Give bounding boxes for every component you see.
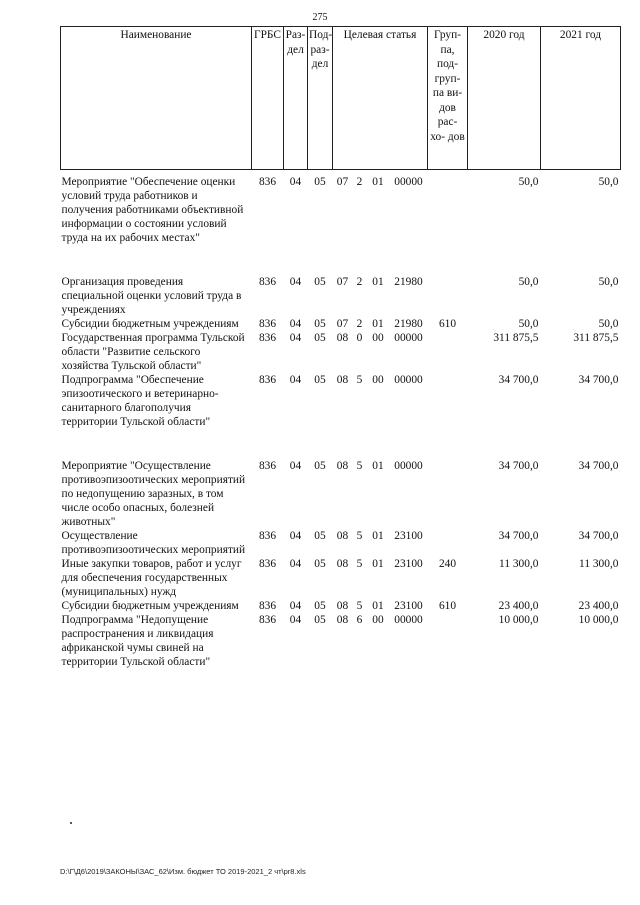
row-target-program: 08 xyxy=(336,614,349,626)
budget-table xyxy=(60,26,621,669)
row-amount-2021: 23 400,0 xyxy=(578,600,619,612)
row-target-subprogram: 0 xyxy=(356,332,363,344)
row-target-event: 01 xyxy=(372,460,384,472)
row-expense-group xyxy=(428,459,468,529)
row-target-program: 08 xyxy=(336,374,349,386)
row-target-direction: 00000 xyxy=(394,176,423,188)
row-target-subprogram: 2 xyxy=(356,276,363,288)
header-podrazdel: Под- раз- дел xyxy=(308,27,333,170)
row-target-program: 07 xyxy=(336,176,349,188)
row-expense-group: 610 xyxy=(438,600,457,612)
row-amount-2020: 10 000,0 xyxy=(498,614,539,626)
file-path-footer: D:\Г\Д6\2019\ЗАКОНЫ\ЗАС_62\Изм. бюджет ТО 2019-2021_2 чт\pr8.xls xyxy=(60,867,306,876)
row-grbs: 836 xyxy=(258,332,277,344)
table-row xyxy=(61,599,621,613)
row-razdel: 04 xyxy=(289,558,302,570)
row-name: Мероприятие "Осуществление противоэпизоотических мероприятий по недопущению заразных, в том числе особо опасных, болезней животных" xyxy=(61,460,246,528)
row-target-program: 08 xyxy=(336,530,349,542)
row-amount-2020: 34 700,0 xyxy=(498,530,539,542)
row-name: Подпрограмма "Обеспечение эпизоотического и ветеринарно-санитарного благополучия территории Тульской области" xyxy=(61,374,219,428)
row-podrazdel: 05 xyxy=(314,460,326,472)
row-amount-2020: 50,0 xyxy=(518,318,539,330)
row-grbs: 836 xyxy=(258,318,277,330)
row-amount-2020: 311 875,5 xyxy=(493,332,539,344)
row-expense-group xyxy=(428,331,468,373)
row-target-subprogram: 5 xyxy=(356,530,363,542)
row-target-direction: 00000 xyxy=(394,332,423,344)
row-amount-2020: 50,0 xyxy=(518,276,539,288)
row-target-event: 01 xyxy=(372,176,384,188)
table-row xyxy=(61,613,621,669)
row-expense-group: 240 xyxy=(438,558,457,570)
row-amount-2021: 50,0 xyxy=(598,318,619,330)
row-name: Субсидии бюджетным учреждениям xyxy=(61,600,239,612)
header-name: Наименование xyxy=(61,27,252,170)
page-number: 275 xyxy=(312,12,328,23)
row-name: Государственная программа Тульской области "Развитие сельского хозяйства Тульской области" xyxy=(61,332,245,372)
row-amount-2021: 34 700,0 xyxy=(578,460,619,472)
row-expense-group: 610 xyxy=(438,318,457,330)
row-target-event: 01 xyxy=(372,318,384,330)
row-target-event: 00 xyxy=(372,374,384,386)
row-target-direction: 00000 xyxy=(394,614,423,626)
row-name: Осуществление противоэпизоотических мероприятий xyxy=(61,530,246,556)
row-target-subprogram: 5 xyxy=(356,558,363,570)
row-target-subprogram: 5 xyxy=(356,374,363,386)
row-amount-2020: 34 700,0 xyxy=(498,460,539,472)
row-name: Иные закупки товаров, работ и услуг для обеспечения государственных (муниципальных) нужд xyxy=(61,558,242,598)
row-podrazdel: 05 xyxy=(314,332,326,344)
table-row xyxy=(61,557,621,599)
header-target-article: Целевая статья xyxy=(333,27,428,170)
table-header-row xyxy=(61,27,621,170)
row-grbs: 836 xyxy=(258,614,277,626)
row-name: Организация проведения специальной оценки условий труда в учреждениях xyxy=(61,276,242,316)
row-target-program: 08 xyxy=(336,558,349,570)
row-target-subprogram: 2 xyxy=(356,176,363,188)
row-razdel: 04 xyxy=(289,614,302,626)
row-grbs: 836 xyxy=(258,374,277,386)
header-year-2021: 2021 год xyxy=(541,27,621,170)
row-expense-group xyxy=(428,613,468,669)
row-amount-2021: 50,0 xyxy=(598,176,619,188)
row-target-subprogram: 5 xyxy=(356,460,363,472)
row-razdel: 04 xyxy=(289,600,302,612)
row-amount-2021: 11 300,0 xyxy=(579,558,619,570)
row-target-subprogram: 5 xyxy=(356,600,363,612)
row-podrazdel: 05 xyxy=(314,176,326,188)
row-podrazdel: 05 xyxy=(314,600,326,612)
table-row xyxy=(61,317,621,331)
row-podrazdel: 05 xyxy=(314,558,326,570)
table-row xyxy=(61,170,621,276)
row-grbs: 836 xyxy=(258,530,277,542)
row-target-direction: 21980 xyxy=(394,318,423,330)
row-target-program: 08 xyxy=(336,332,349,344)
row-target-direction: 23100 xyxy=(394,558,423,570)
row-target-program: 07 xyxy=(336,318,349,330)
row-target-event: 01 xyxy=(372,530,384,542)
row-target-event: 01 xyxy=(372,558,384,570)
row-podrazdel: 05 xyxy=(314,530,326,542)
row-target-direction: 21980 xyxy=(394,276,423,288)
row-target-direction: 23100 xyxy=(394,530,423,542)
row-expense-group xyxy=(428,373,468,459)
row-razdel: 04 xyxy=(289,318,302,330)
row-target-subprogram: 6 xyxy=(356,614,363,626)
table-row xyxy=(61,331,621,373)
row-expense-group xyxy=(428,529,468,557)
row-expense-group xyxy=(428,275,468,317)
row-name: Мероприятие "Обеспечение оценки условий труда работников и получения работниками объективной информации о состоянии условий труда на их рабочих местах" xyxy=(61,176,244,244)
row-grbs: 836 xyxy=(258,600,277,612)
row-name: Субсидии бюджетным учреждениям xyxy=(61,318,239,330)
header-grbs: ГРБС xyxy=(252,27,284,170)
row-podrazdel: 05 xyxy=(314,318,326,330)
row-razdel: 04 xyxy=(289,332,302,344)
row-amount-2020: 50,0 xyxy=(518,176,539,188)
row-razdel: 04 xyxy=(289,530,302,542)
header-year-2020: 2020 год xyxy=(468,27,541,170)
row-amount-2021: 34 700,0 xyxy=(578,374,619,386)
row-razdel: 04 xyxy=(289,276,302,288)
row-amount-2021: 311 875,5 xyxy=(573,332,619,344)
row-podrazdel: 05 xyxy=(314,374,326,386)
row-razdel: 04 xyxy=(289,460,302,472)
row-amount-2021: 10 000,0 xyxy=(578,614,619,626)
row-razdel: 04 xyxy=(289,374,302,386)
row-grbs: 836 xyxy=(258,558,277,570)
scan-mark xyxy=(70,822,72,824)
table-row xyxy=(61,373,621,459)
row-grbs: 836 xyxy=(258,276,277,288)
table-body xyxy=(61,170,621,670)
header-razdel: Раз- дел xyxy=(284,27,308,170)
row-amount-2020: 34 700,0 xyxy=(498,374,539,386)
row-amount-2021: 34 700,0 xyxy=(578,530,619,542)
row-target-direction: 00000 xyxy=(394,460,423,472)
table-row xyxy=(61,529,621,557)
row-podrazdel: 05 xyxy=(314,276,326,288)
row-target-event: 00 xyxy=(372,614,384,626)
row-target-event: 01 xyxy=(372,276,384,288)
table-row xyxy=(61,275,621,317)
row-podrazdel: 05 xyxy=(314,614,326,626)
row-target-direction: 23100 xyxy=(394,600,423,612)
row-razdel: 04 xyxy=(289,176,302,188)
row-grbs: 836 xyxy=(258,176,277,188)
row-target-event: 01 xyxy=(372,600,384,612)
row-target-subprogram: 2 xyxy=(356,318,363,330)
table-row xyxy=(61,459,621,529)
row-target-program: 08 xyxy=(336,600,349,612)
row-amount-2020: 23 400,0 xyxy=(498,600,539,612)
row-name: Подпрограмма "Недопущение распространения и ликвидация африканской чумы свиней на территории Тульской области" xyxy=(61,614,214,668)
row-amount-2021: 50,0 xyxy=(598,276,619,288)
row-grbs: 836 xyxy=(258,460,277,472)
row-target-event: 00 xyxy=(372,332,384,344)
row-target-direction: 00000 xyxy=(394,374,423,386)
header-expense-group: Груп- па, под- груп- па ви- дов рас- хо- дов xyxy=(428,27,468,170)
row-expense-group xyxy=(428,170,468,276)
row-amount-2020: 11 300,0 xyxy=(499,558,539,570)
row-target-program: 07 xyxy=(336,276,349,288)
row-target-program: 08 xyxy=(336,460,349,472)
